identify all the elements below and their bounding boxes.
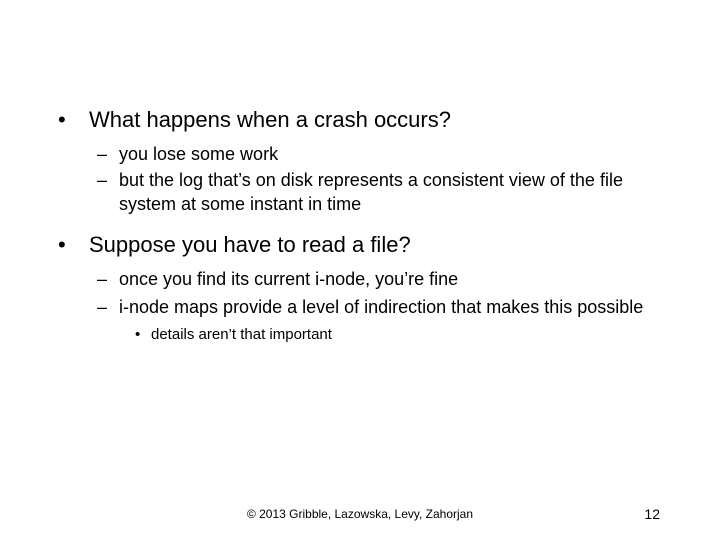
page-number: 12 [644, 506, 660, 522]
sub-bullet-item [58, 267, 678, 291]
sub-bullet-item [58, 142, 678, 166]
bullet-text: Suppose you have to read a file? [89, 232, 411, 257]
sub-sub-bullet-text: details aren’t that important [151, 326, 332, 343]
sub-bullet-item [58, 168, 678, 216]
bullet-item [58, 106, 678, 133]
footer-copyright: © 2013 Gribble, Lazowska, Levy, Zahorjan [246, 507, 474, 521]
bullet-icon: • [58, 107, 66, 132]
dash-icon: – [97, 269, 108, 289]
sub-bullet-text: you lose some work [119, 144, 279, 164]
sub-bullet-text: once you find its current i-node, you’re fine [119, 269, 459, 289]
bullet-text: What happens when a crash occurs? [89, 107, 451, 132]
bullet-icon: • [135, 326, 141, 343]
sub-sub-bullet-item [58, 325, 678, 345]
dash-icon: – [97, 144, 108, 164]
bullet-icon: • [58, 232, 66, 257]
dash-icon: – [97, 297, 108, 317]
slide-content [58, 106, 678, 345]
sub-bullet-item [58, 295, 678, 319]
sub-bullet-text: i-node maps provide a level of indirection that makes this possible [119, 297, 644, 317]
sub-bullet-text: but the log that’s on disk represents a consistent view of the file system at some instant in time [119, 170, 623, 214]
dash-icon: – [97, 170, 108, 190]
bullet-item [58, 231, 678, 258]
